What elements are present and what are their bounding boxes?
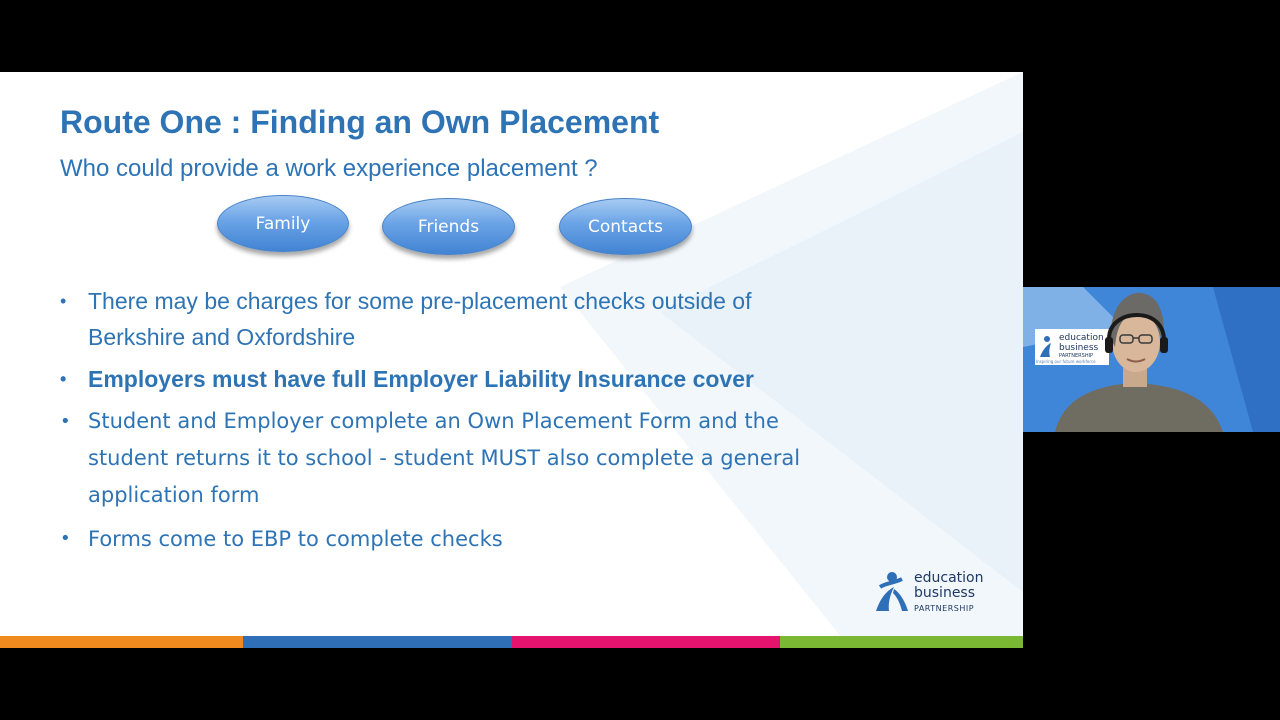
- bullet-text: Student and Employer complete an Own Placement Form and the student returns it to school - student MUST also complete a general application form: [88, 409, 801, 507]
- logo-line-business: business: [914, 585, 976, 601]
- bullet-item: [60, 283, 850, 355]
- webcam-banner-line3: PARTNERSHIP: [1059, 353, 1094, 359]
- slide-subtitle: Who could provide a work experience placement ?: [60, 155, 598, 182]
- option-friends: Friends: [382, 198, 515, 255]
- presenter-webcam-feed: [1023, 287, 1280, 432]
- logo-line-education: education: [914, 570, 984, 586]
- footer-stripe-magenta: [512, 636, 780, 648]
- ebp-logo: [872, 571, 992, 619]
- bullet-text: There may be charges for some pre-placement checks outside of Berkshire and Oxfordshire: [88, 288, 752, 350]
- bullet-text: Employers must have full Employer Liability Insurance cover: [88, 366, 754, 392]
- bullet-text: Forms come to EBP to complete checks: [88, 527, 503, 551]
- bullet-item: [60, 521, 850, 557]
- option-contacts: Contacts: [559, 198, 692, 255]
- footer-stripe-orange: [0, 636, 243, 648]
- bullet-marker: •: [60, 411, 71, 432]
- bullet-marker: •: [60, 369, 67, 389]
- bullet-marker: •: [60, 528, 71, 549]
- logo-line-partnership: PARTNERSHIP: [914, 604, 975, 613]
- footer-stripe-blue: [243, 636, 512, 648]
- slide-title: Route One : Finding an Own Placement: [60, 104, 660, 140]
- ebp-figure-icon: [872, 571, 912, 615]
- footer-stripe-green: [780, 636, 1023, 648]
- presentation-slide: [0, 72, 1023, 648]
- bullet-marker: •: [60, 291, 67, 311]
- presenter-video-image: [1023, 287, 1280, 432]
- bullet-item: [60, 361, 850, 397]
- bullet-item: [60, 403, 820, 514]
- option-family: Family: [217, 195, 349, 252]
- webcam-banner-line1: education: [1059, 333, 1104, 343]
- webcam-banner-line2: business: [1059, 343, 1099, 353]
- webcam-banner-tagline: Inspiring our future workforce: [1036, 359, 1096, 364]
